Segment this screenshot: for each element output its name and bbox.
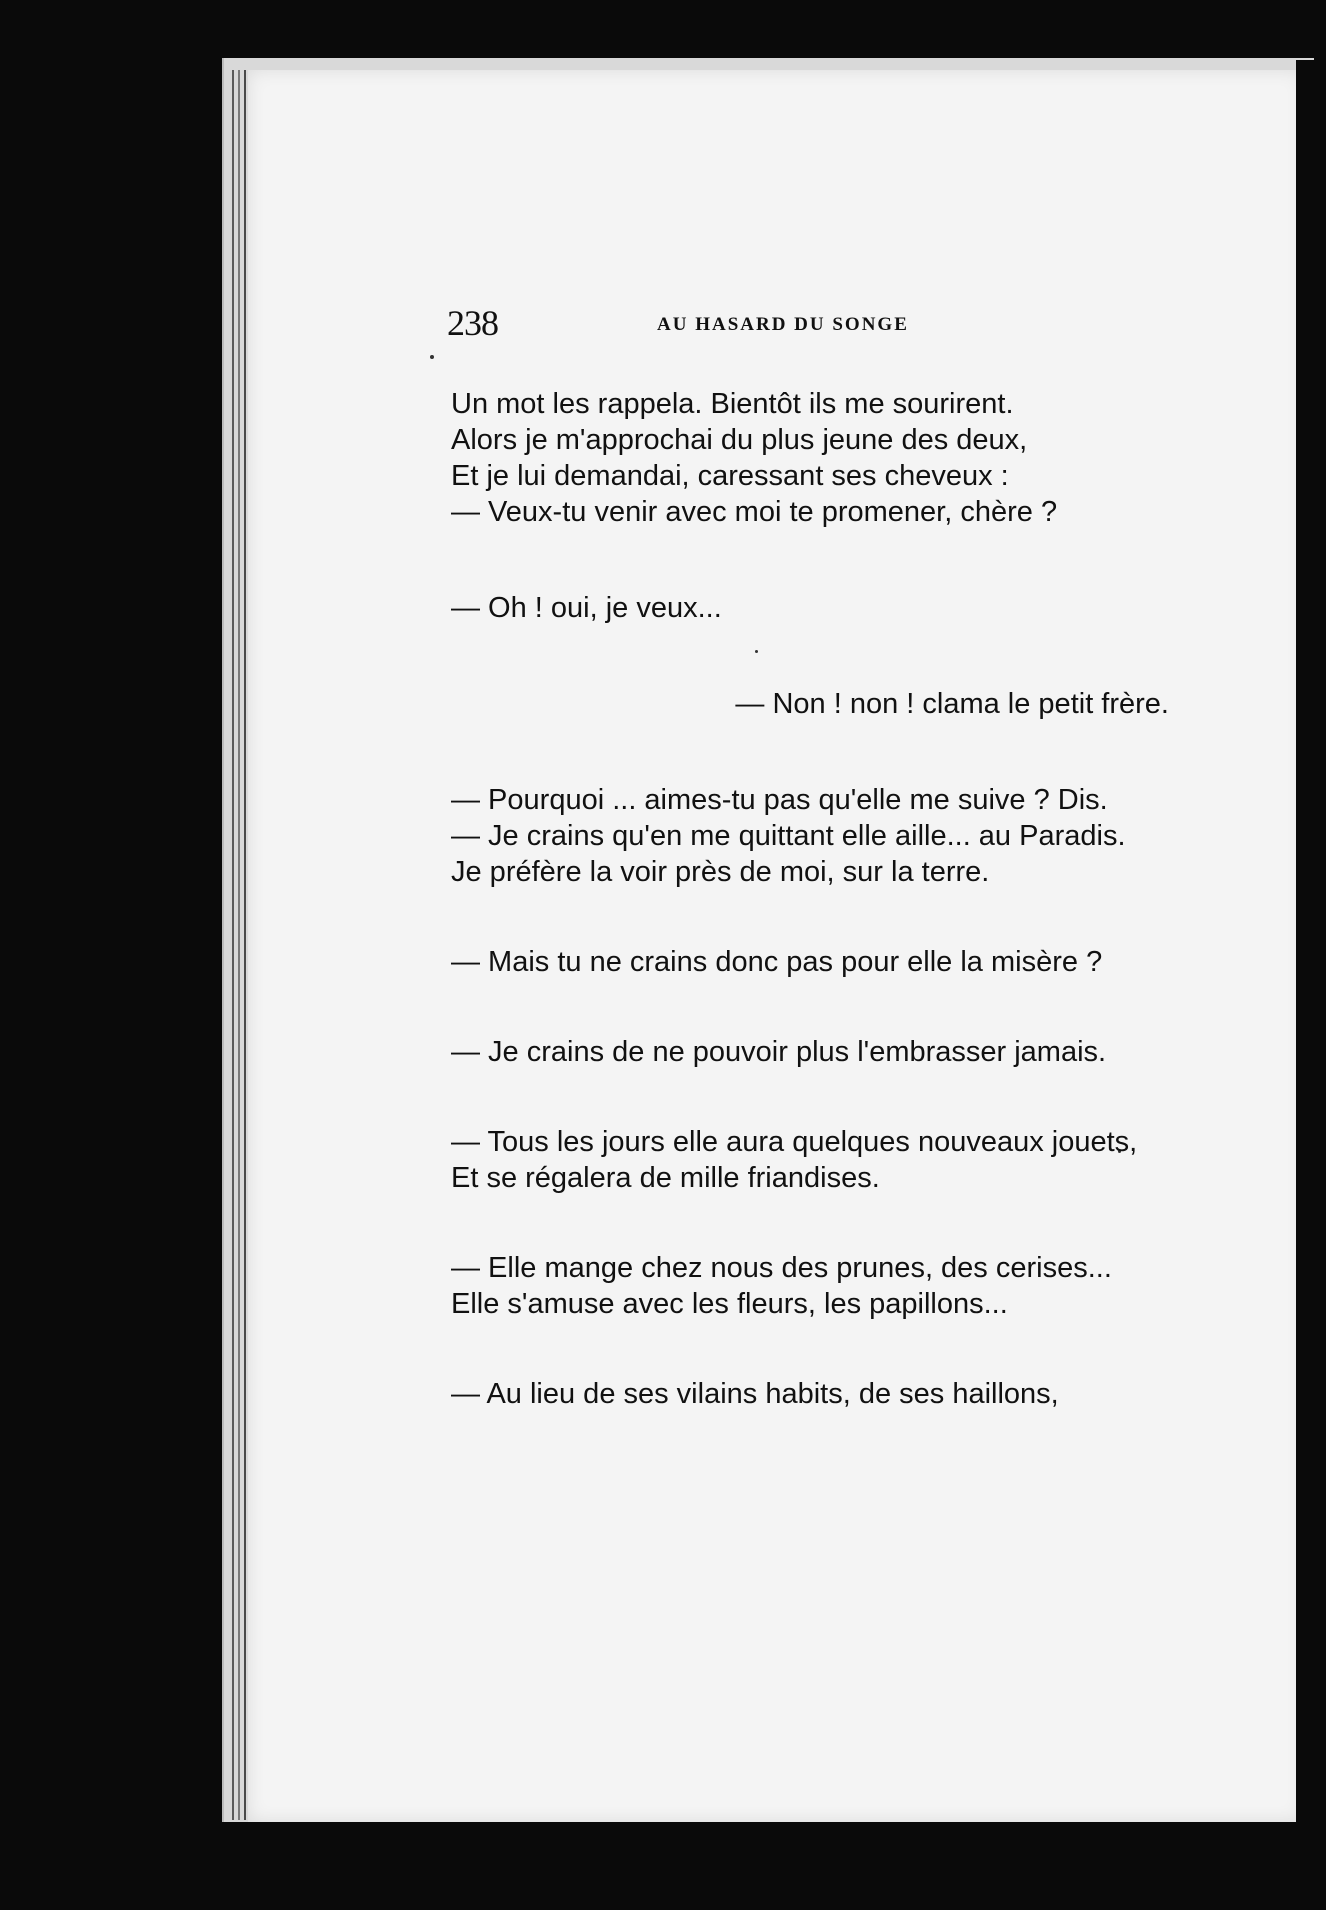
stanza (451, 782, 1171, 890)
poem-line: Elle s'amuse avec les fleurs, les papillons... (451, 1288, 1008, 1320)
page-number: 238 (447, 303, 498, 343)
poem-line: — Au lieu de ses vilains habits, de ses haillons, (451, 1378, 1059, 1410)
poem-line: — Tous les jours elle aura quelques nouveaux jouets, (451, 1126, 1138, 1158)
right-border (1296, 60, 1326, 1840)
stanza (451, 590, 1171, 626)
running-title: AU HASARD DU SONGE (657, 314, 909, 335)
bottom-border (0, 1822, 1326, 1910)
stanza (451, 686, 1171, 722)
stanza (451, 1250, 1171, 1322)
poem-line: Un mot les rappela. Bientôt ils me sourirent. (451, 388, 1014, 420)
stanza (451, 1124, 1171, 1196)
poem-line: Alors je m'approchai du plus jeune des deux, (451, 424, 1028, 456)
page-header (447, 302, 1167, 342)
poem-line: — Veux-tu venir avec moi te promener, chère ? (451, 496, 1058, 528)
poem-line: Et je lui demandai, caressant ses cheveux : (451, 460, 1009, 492)
page-edge-line (244, 70, 246, 1820)
poem-line: — Pourquoi ... aimes-tu pas qu'elle me suive ? Dis. (451, 784, 1108, 816)
ink-speck (430, 355, 434, 359)
poem-line: — Mais tu ne crains donc pas pour elle la misère ? (451, 946, 1103, 978)
poem-line: — Je crains qu'en me quittant elle aille... au Paradis. (451, 820, 1126, 852)
stanza (451, 1376, 1171, 1412)
poem-line: — Oh ! oui, je veux... (451, 592, 722, 624)
page-edge-line (238, 70, 240, 1820)
poem-line: — Non ! non ! clama le petit frère. (735, 688, 1169, 720)
poem-line: Et se régalera de mille friandises. (451, 1162, 880, 1194)
stanza (451, 944, 1171, 980)
stanza (451, 386, 1171, 530)
poem-line: — Elle mange chez nous des prunes, des cerises... (451, 1252, 1112, 1284)
stanza (451, 1034, 1171, 1070)
poem-body (451, 386, 1171, 1412)
poem-line: — Je crains de ne pouvoir plus l'embrasser jamais. (451, 1036, 1107, 1068)
poem-line: Je préfère la voir près de moi, sur la terre. (451, 856, 990, 888)
page-edge-line (232, 70, 234, 1820)
